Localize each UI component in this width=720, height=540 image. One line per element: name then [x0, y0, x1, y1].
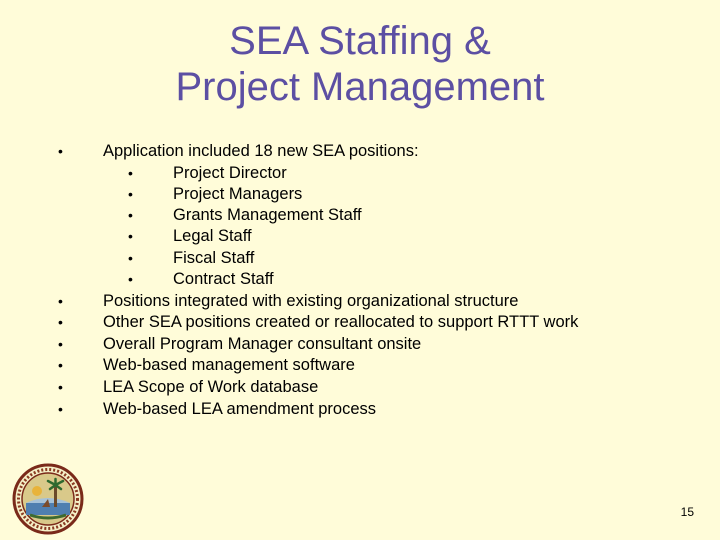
bullet-icon: • — [58, 357, 63, 373]
bullet-icon: • — [58, 336, 63, 352]
bullet-icon: • — [128, 228, 133, 244]
bullet-icon: • — [58, 293, 63, 309]
bullet-icon: • — [128, 250, 133, 266]
title-line-2: Project Management — [175, 65, 545, 109]
bullet-icon: • — [128, 271, 133, 287]
bullet-icon: • — [58, 379, 63, 395]
bullet-icon: • — [58, 143, 63, 159]
bullet-icon: • — [128, 186, 133, 202]
title-line-1: SEA Staffing & — [229, 19, 491, 63]
bullet-icon: • — [128, 165, 133, 181]
page-number: 15 — [680, 505, 694, 519]
bullet-icon: • — [58, 401, 63, 417]
bullet-icon: • — [58, 314, 63, 330]
bullet-icon: • — [128, 207, 133, 223]
bullet-list: • Application included 18 new SEA positions: • Project Director • Project Managers • Grants Management Staff • Legal Staff • Fiscal Staff • Contract Staff • Positions integrated with existing organizational structure • Other SEA positions created or reallocated to support RTTT work • Overall Program Manager consultant onsite • Web-based management software • LEA Scope of Work database • Web-based LEA amendment process — [58, 142, 579, 418]
state-seal-icon — [12, 463, 84, 535]
